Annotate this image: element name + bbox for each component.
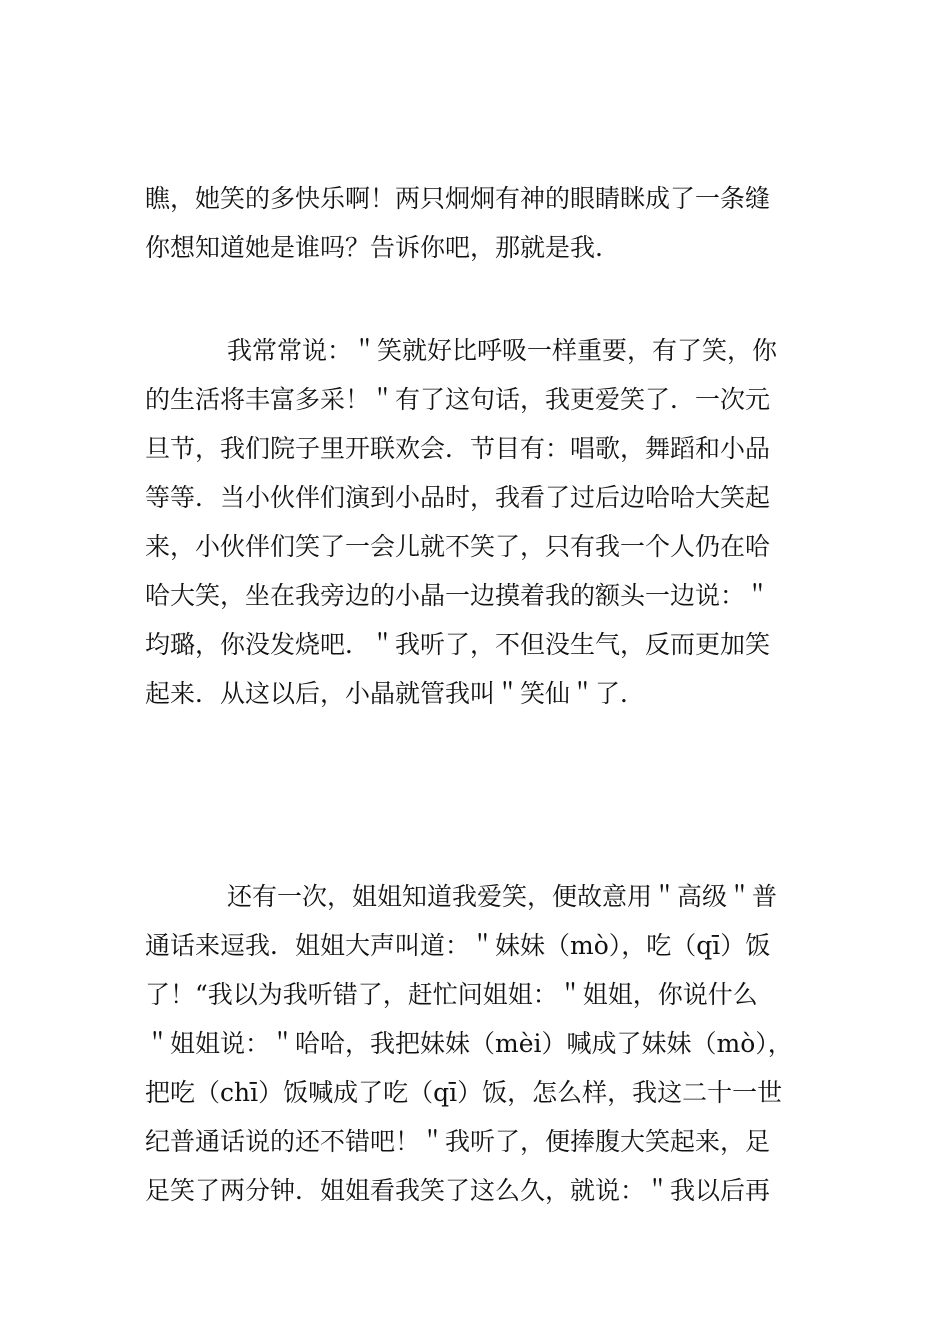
paragraph-line: 均璐，你没发烧吧．＂我听了，不但没生气，反而更加笑 <box>145 630 771 659</box>
paragraph-line: 等等．当小伙伴们演到小品时，我看了过后边哈哈大笑起 <box>145 483 771 512</box>
paragraph-line: 瞧，她笑的多快乐啊！两只炯炯有神的眼睛眯成了一条缝 <box>145 184 771 213</box>
paragraph-line: 足笑了两分钟．姐姐看我笑了这么久，就说：＂我以后再 <box>145 1176 771 1205</box>
paragraph-line: 哈大笑，坐在我旁边的小晶一边摸着我的额头一边说：＂ <box>145 581 771 610</box>
paragraph-line: 的生活将丰富多采！＂有了这句话，我更爱笑了．一次元 <box>145 385 771 414</box>
paragraph-3 <box>145 872 810 1215</box>
paragraph-line: 了！“我以为我听错了，赶忙问姐姐：＂姐姐，你说什么 <box>145 980 758 1009</box>
paragraph-1 <box>145 174 810 272</box>
paragraph-line: ＂姐姐说：＂哈哈，我把妹妹（mèi）喊成了妹妹（mò）， <box>145 1029 793 1058</box>
paragraph-line: 通话来逗我．姐姐大声叫道：＂妹妹（mò），吃（qī）饭 <box>145 931 771 960</box>
paragraph-line: 把吃（chī）饭喊成了吃（qī）饭，怎么样，我这二十一世 <box>145 1078 783 1107</box>
paragraph-line: 还有一次，姐姐知道我爱笑，便故意用＂高级＂普 <box>227 882 778 911</box>
paragraph-line: 你想知道她是谁吗？告诉你吧，那就是我. <box>145 233 603 262</box>
paragraph-line: 来，小伙伴们笑了一会儿就不笑了，只有我一个人仍在哈 <box>145 532 771 561</box>
paragraph-line: 起来．从这以后，小晶就管我叫＂笑仙＂了． <box>145 679 646 708</box>
paragraph-2 <box>145 326 810 718</box>
paragraph-line: 纪普通话说的还不错吧！＂我听了，便捧腹大笑起来，足 <box>145 1127 771 1156</box>
paragraph-line: 旦节，我们院子里开联欢会．节目有：唱歌，舞蹈和小品 <box>145 434 771 463</box>
paragraph-line: 我常常说：＂笑就好比呼吸一样重要，有了笑，你 <box>227 336 778 365</box>
